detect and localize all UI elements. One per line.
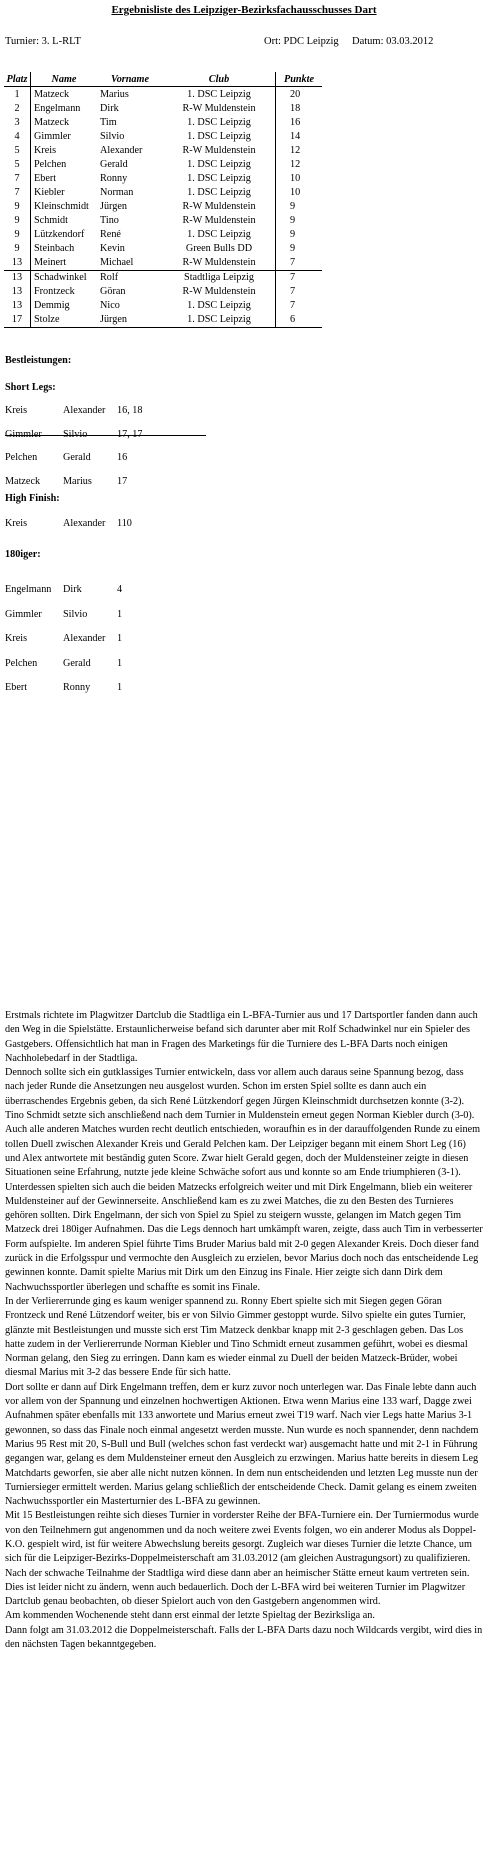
best-name: Gimmler: [5, 428, 42, 440]
best-vorname: Ronny: [63, 682, 91, 693]
best-name: Gimmler: [5, 608, 42, 620]
best-name: Matzeck: [5, 475, 41, 487]
best-value: 16: [117, 452, 128, 463]
venue-label: Ort: PDC Leipzig: [264, 36, 339, 47]
best-vorname: Gerald: [63, 452, 91, 463]
cell-punkte: 12: [290, 144, 301, 156]
table-row: [4, 199, 322, 213]
cell-vorname: Jürgen: [100, 200, 127, 212]
cell-club: R-W Muldenstein: [163, 285, 276, 299]
best-name: Pelchen: [5, 657, 38, 669]
report-paragraph: Erstmals richtete im Plagwitzer Dartclub die Stadtliga ein L-BFA-Turnier aus und 17 Dartsportler fanden dann auch den Weg in die Spielstätte. Erstaunlicherweise befand sich darunter aber mit Rolf Schadwinkel nur ein Spieler des Gastgebers. Offensichtlich hat man in Fragen des Marketings für die Turniere des L-BFA Darts noch einigen Nachholebedarf in der Stadtliga.: [5, 1010, 478, 1064]
cell-club: R-W Muldenstein: [163, 213, 276, 227]
best-name: Ebert: [5, 682, 28, 693]
cell-club: Green Bulls DD: [163, 242, 276, 256]
cell-name: Demmig: [34, 300, 70, 312]
best-name: Pelchen: [5, 452, 38, 463]
cell-platz: 13: [4, 299, 31, 313]
cell-punkte: 7: [290, 300, 296, 312]
cell-punkte: 7: [290, 286, 296, 298]
best-vorname: Silvio: [63, 608, 88, 620]
cell-punkte: 20: [290, 88, 301, 100]
report-paragraph: Dennoch sollte sich ein gutklassiges Turnier entwickeln, dass vor allem auch daraus seine Spannung bezog, dass nach jeder Runde die Ansetzungen neu ausgelost wurden. Schon im ersten Spiel sollte es dann auch ein überraschendes Ergebnis geben, da sich René Lützkendorf gegen Jürgen Kleinschmidt durchsetzen konnte (3-2). Tino Schmidt setzte sich anschließend nach dem Turnier in Muldenstein erneut gegen Norman Kiebler durch (3-0). Auch alle anderen Matches wurden recht deutlich entschieden, woraufhin es in der darauffolgenden Runde zu einem tollen Duell zwischen Alexander Kreis und Gerald Pelchen kam. Der Leipziger begann mit einem Short Leg (16) und Alex antwortete mit beständig guten Score. Zwar hielt Gerald gegen, doch der Muldensteiner zeigte in diesen Situationen seine Erfahrung, nutzte jede kleine Schwäche sofort aus und konnte so am Ende triumphieren (3-1). Unterdessen spielten sich auch die beiden Matzecks erfolgreich weiter und mit Dirk Engelmann, blieb ein weiterer Muldensteiner auf der Gewinnerseite. Anschließend kam es zu zwei Matches, die zu den Besten des Turnieres gehören sollten. Dirk Engelmann, der sich von Spiel zu Spiel zu steigern wusste, gelangen im Match gegen Tim Matzeck drei 180iger Aufnahmen. Das die Legs dennoch hart umkämpft waren, zeigte, dass auch Tim in verbesserter Form aufspielte. Im anderen Spiel führte Tims Bruder Marius bald mit 2-0 gegen Alexander Kreis. Doch dieser fand zurück in die Erfolgsspur und vermochte den Ausgleich zu erzielen, bevor Marius doch noch das entscheidende Leg gewinnen konnte. Damit spielte Marius mit Dirk um den Einzug ins Finale. Hier zeigte sich dann Dirk dem Nachwuchssportler überlegen und schaffte es somit ins Finale.: [5, 1067, 483, 1293]
table-row: [4, 256, 322, 271]
cell-vorname: Gerald: [100, 158, 128, 170]
cell-name: Ebert: [34, 172, 57, 184]
best-value: 1: [117, 633, 123, 644]
cell-club: 1. DSC Leipzig: [163, 129, 276, 143]
table-row: [4, 242, 322, 256]
cell-name: Lützkendorf: [34, 228, 85, 240]
results-body: [4, 87, 322, 328]
short-legs-divider: [5, 435, 206, 436]
cell-punkte: 7: [276, 256, 323, 271]
table-row: [4, 101, 322, 115]
best-vorname: Dirk: [63, 584, 82, 595]
cell-club: 1. DSC Leipzig: [163, 115, 276, 129]
date-label: Datum: 03.03.2012: [352, 36, 434, 47]
best-name: Kreis: [5, 633, 28, 644]
cell-club: 1. DSC Leipzig: [163, 227, 276, 241]
best-value: 17, 17: [117, 428, 143, 440]
cell-name: Schmidt: [34, 214, 68, 226]
cell-club: 1. DSC Leipzig: [163, 185, 276, 199]
cell-punkte: 9: [290, 214, 296, 226]
table-row: [4, 227, 322, 241]
cell-vorname: Göran: [100, 286, 126, 298]
cell-name: Stolze: [31, 313, 98, 328]
best-vorname: Silvio: [63, 428, 88, 440]
cell-punkte: 14: [290, 130, 301, 142]
cell-vorname: Alexander: [100, 144, 143, 156]
header-club: Club: [163, 72, 276, 87]
best-name: Engelmann: [5, 584, 52, 595]
cell-punkte: 12: [290, 158, 301, 170]
results-table: [4, 72, 322, 328]
cell-name: Matzeck: [34, 116, 70, 128]
cell-club: 1. DSC Leipzig: [163, 87, 276, 102]
report-text: [5, 1009, 483, 1652]
cell-club: Stadtliga Leipzig: [163, 270, 276, 285]
cell-name: Matzeck: [34, 88, 70, 100]
best-vorname: Alexander: [63, 405, 106, 416]
table-row: [4, 285, 322, 299]
cell-name: Pelchen: [34, 158, 67, 170]
cell-platz: 9: [4, 242, 31, 256]
cell-vorname: Nico: [100, 300, 120, 312]
cell-vorname: Silvio: [100, 130, 125, 142]
report-paragraph: Dort sollte er dann auf Dirk Engelmann treffen, dem er kurz zuvor noch unterlegen war. Das Finale lebte dann auch vor allem von der Spannung und einzelnen hochwertigen Aktionen. Etwa wenn Marius eine 133 warf, Dagge zwei Aufnahmen später ebenfalls mit 133 anwortete und Marius erneut zwei T19 warf. Nach vier Legs hatte Marius 3-1 gewonnen, so dass das Finale noch einmal angesetzt werden musste. Nun wurde es noch spannender, denn nachdem Marius 95 Rest mit 20, S-Bull und Bull (welches schon fast verdeckt war) ausgemacht hatte und mit 2-1 in Führung gegangen war, gelang es dem Muldensteiner erneut den Ausgleich zu erzwingen. Marius hatte bereits in diesem Leg Matchdarts geworfen, sie aber alle nicht nutzen können. In dem nun entscheidenden und letzten Leg musste nun der Turniersieger ermittelt werden. Marius gelang schließlich der entscheidende Check. Damit gelang es einem zweiten Nachwuchssportler ein Masterturnier des L-BFA zu gewinnen.: [5, 1381, 479, 1508]
best-name: Kreis: [5, 518, 28, 529]
header-punkte: Punkte: [276, 72, 323, 87]
best-value: 1: [117, 608, 123, 620]
cell-platz: 9: [4, 227, 31, 241]
cell-platz: 3: [4, 115, 31, 129]
cell-vorname: Tim: [100, 116, 117, 128]
cell-vorname: René: [100, 228, 121, 240]
best-value: 4: [117, 584, 123, 595]
cell-name: Steinbach: [34, 243, 75, 255]
cell-name: Frontzeck: [34, 286, 75, 298]
one-eighty-heading: 180iger:: [5, 549, 41, 560]
best-vorname: Alexander: [63, 518, 106, 529]
table-row: [4, 87, 322, 102]
cell-club: R-W Muldenstein: [163, 143, 276, 157]
cell-platz: 4: [4, 129, 31, 143]
cell-vorname: Tino: [100, 214, 119, 226]
table-row: [4, 171, 322, 185]
cell-name: Gimmler: [34, 130, 71, 142]
cell-vorname: Ronny: [100, 172, 128, 184]
high-finish-heading: High Finish:: [5, 493, 60, 504]
cell-club: R-W Muldenstein: [163, 256, 276, 271]
cell-name: Kleinschmidt: [34, 200, 89, 212]
cell-platz: 5: [4, 157, 31, 171]
cell-punkte: 10: [290, 186, 301, 198]
cell-club: R-W Muldenstein: [163, 199, 276, 213]
cell-vorname: Kevin: [100, 243, 125, 255]
page-title: Ergebnisliste des Leipziger-Bezirksfachausschusses Dart: [111, 4, 377, 16]
cell-platz: 7: [4, 185, 31, 199]
best-value: 17: [117, 475, 128, 487]
cell-platz: 1: [4, 87, 31, 102]
header-vorname: Vorname: [97, 72, 163, 87]
cell-punkte: 6: [276, 313, 323, 328]
report-paragraph: In der Verliererrunde ging es kaum weniger spannend zu. Ronny Ebert spielte sich mit Siegen gegen Göran Frontzeck und René Lützendorf weiter, bis er von Silvio Gimmer gestoppt wurde. Silvo spielte ein gutes Turnier, glänzte mit Bestleistungen und musste sich erst Tim Matzeck denkbar knapp mit 2-3 geschlagen geben. Das Los hatte zudem in der Verliererrunde Norman Kiebler und Tino Schmidt erneut zusammen geführt, wobei es diesmal Norman gelang, den Sieg zu erringen. Dann kam es wieder einmal zu Duell der beiden Matzeck-Brüder, wobei diesmal Marius mit 3-2 das bessere Ende für sich hatte.: [5, 1295, 468, 1379]
header-platz: Platz: [4, 72, 31, 87]
cell-name: Kiebler: [34, 186, 65, 198]
best-value: 110: [117, 518, 132, 529]
cell-punkte: 9: [290, 228, 296, 240]
best-name: Kreis: [5, 405, 28, 416]
cell-platz: 13: [4, 270, 31, 285]
cell-platz: 17: [4, 313, 31, 328]
cell-punkte: 18: [290, 102, 301, 114]
best-vorname: Alexander: [63, 633, 106, 644]
cell-name: Kreis: [34, 144, 57, 156]
bestleistungen-heading: Bestleistungen:: [5, 355, 72, 366]
cell-vorname: Dirk: [100, 102, 119, 114]
cell-vorname: Rolf: [100, 272, 119, 284]
report-paragraph: Am kommenden Wochenende steht dann erst einmal der letzte Spieltag der Bezirksliga an.: [5, 1610, 375, 1622]
cell-vorname: Norman: [100, 186, 134, 198]
cell-vorname: Marius: [100, 88, 129, 100]
table-row: [4, 185, 322, 199]
cell-name: Engelmann: [34, 102, 81, 114]
cell-club: 1. DSC Leipzig: [163, 299, 276, 313]
cell-punkte: 16: [290, 116, 301, 128]
cell-club: R-W Muldenstein: [163, 101, 276, 115]
cell-name: Meinert: [31, 256, 98, 271]
cell-name: Schadwinkel: [34, 272, 87, 284]
table-row: [4, 270, 322, 285]
cell-club: 1. DSC Leipzig: [163, 157, 276, 171]
table-row: [4, 129, 322, 143]
cell-platz: 9: [4, 213, 31, 227]
results-header-row: [4, 72, 322, 87]
table-row: [4, 313, 322, 328]
cell-punkte: 10: [290, 172, 301, 184]
cell-platz: 13: [4, 256, 31, 271]
cell-punkte: 9: [290, 200, 296, 212]
report-paragraph: Dann folgt am 31.03.2012 die Doppelmeisterschaft. Falls der L-BFA Darts dazu noch Wildcards vergibt, wird dies in den nächsten Tagen bekanntgegeben.: [5, 1624, 483, 1651]
table-row: [4, 213, 322, 227]
cell-platz: 13: [4, 285, 31, 299]
short-legs-heading: Short Legs:: [5, 382, 56, 393]
cell-platz: 9: [4, 199, 31, 213]
cell-vorname: Michael: [97, 256, 163, 271]
table-row: [4, 299, 322, 313]
cell-platz: 2: [4, 101, 31, 115]
tournament-label: Turnier: 3. L-RLT: [5, 36, 81, 47]
header-name: Name: [31, 72, 98, 87]
table-row: [4, 157, 322, 171]
table-row: [4, 115, 322, 129]
cell-punkte: 9: [290, 243, 296, 255]
cell-club: 1. DSC Leipzig: [163, 313, 276, 328]
cell-platz: 7: [4, 171, 31, 185]
best-value: 1: [117, 657, 123, 669]
cell-platz: 5: [4, 143, 31, 157]
best-value: 1: [117, 682, 123, 693]
best-vorname: Gerald: [63, 657, 91, 669]
report-paragraph: Mit 15 Bestleistungen reihte sich dieses Turnier in vorderster Reihe der BFA-Turniere ein. Der Turniermodus wurde von den Teilnehmern gut angenommen und da noch weitere zwei Events folgen, wo ein anderer Modus als Doppel-K.O. gespielt wird, ist für weitere Abwechslung bereits gesorgt. Zugleich war dieses Turnier die letzte Chance, um sich für die Leipziger-Bezirks-Doppelmeisterschaft am 31.03.2012 (am gleichen Austragungsort) zu qualifizieren. Nach der schwache Teilnahme der Stadtliga wird diese dann aber an heimischer Stätte erneut kaum vertreten sein. Dies ist leider nicht zu ändern, wenn auch bedauerlich. Doch der L-BFA wird bei weiteren Turnier im Plagwitzer Dartclub genau beobachten, ob dieser Spielort auch von den Gastgebern angenommen wird.: [5, 1510, 479, 1608]
cell-punkte: 7: [290, 272, 296, 284]
cell-vorname: Jürgen: [97, 313, 163, 328]
table-row: [4, 143, 322, 157]
tournament-meta: [0, 36, 488, 52]
best-value: 16, 18: [117, 405, 143, 416]
best-vorname: Marius: [63, 475, 92, 487]
cell-club: 1. DSC Leipzig: [163, 171, 276, 185]
